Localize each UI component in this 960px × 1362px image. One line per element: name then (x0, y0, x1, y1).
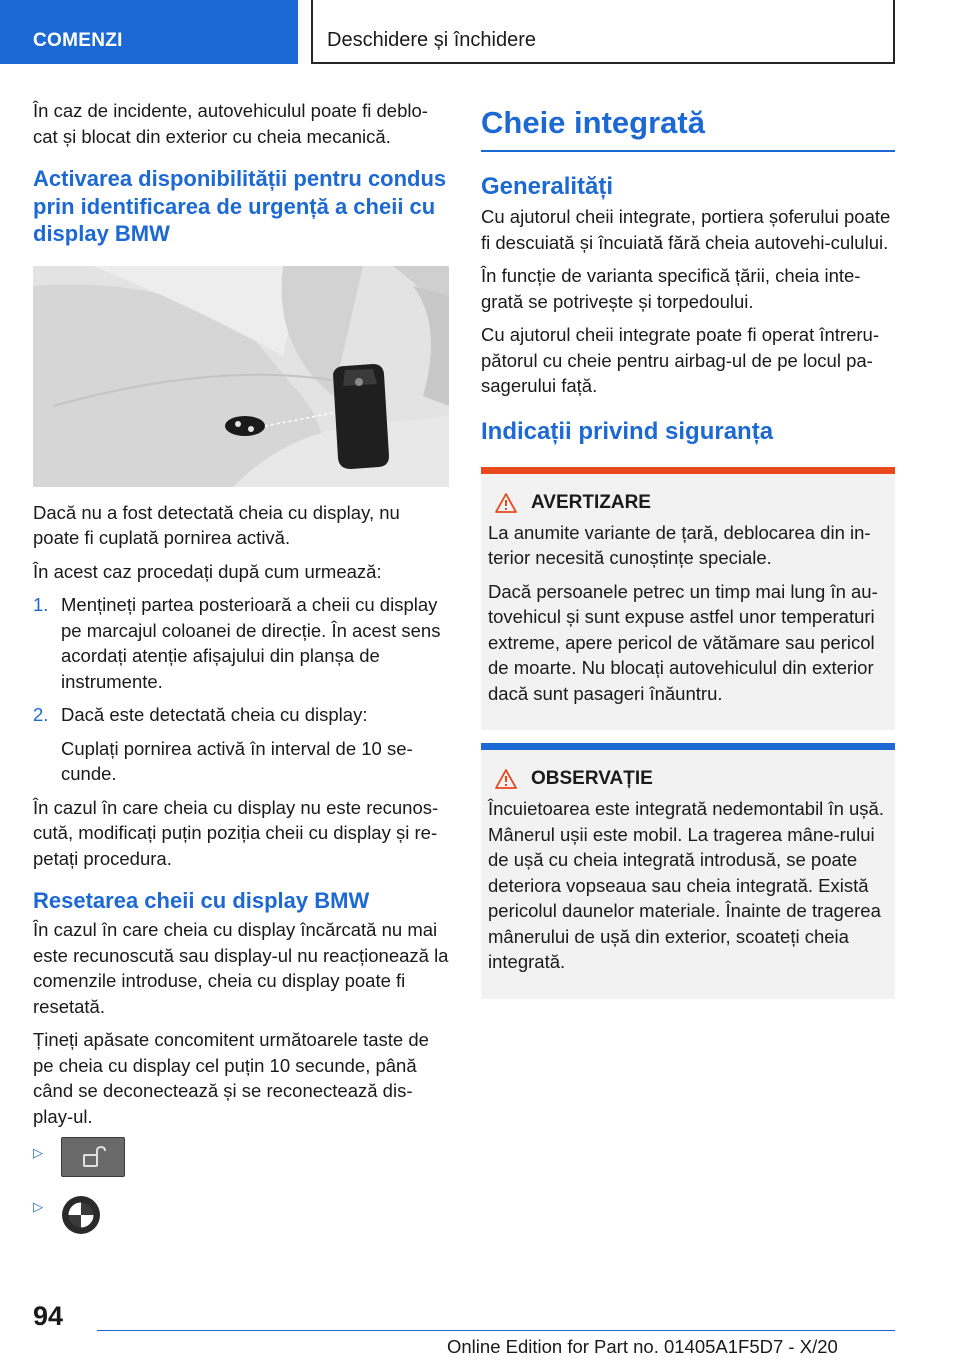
page-number: 94 (33, 1301, 64, 1331)
heading-general: Generalități (481, 173, 614, 200)
header-section-label: COMENZI (33, 30, 123, 51)
warning-title: AVERTIZARE (531, 491, 651, 513)
notice-box (481, 743, 895, 999)
heading-main: Cheie integrată (481, 104, 895, 152)
para-general-2: În funcție de varianta specifică țării, cheia inte-grată se potrivește și torpedoului. (481, 265, 861, 312)
bmw-logo-button-icon (61, 1195, 101, 1235)
warning-text-1: La anumite variante de țară, deblocarea din in-terior necesită cunoștințe speciale. (488, 521, 871, 568)
heading-reset: Resetarea cheii cu display BMW (33, 888, 370, 913)
footer-divider (97, 1330, 895, 1331)
notice-bar (481, 743, 895, 750)
unlock-button-icon (61, 1137, 125, 1177)
para-not-detected: Dacă nu a fost detectată cheia cu display, nu poate fi cuplată pornirea activă. (33, 501, 400, 548)
list-item (33, 592, 449, 694)
bullet-unlock-key (33, 1137, 449, 1185)
step-number: 2. (33, 704, 49, 725)
header-chapter-label: Deschidere și închidere (327, 29, 536, 51)
right-column (481, 98, 895, 1012)
warning-text-2: Dacă persoanele petrec un timp mai lung în au-tovehicul și sunt expuse astfel unor temperaturi extreme, apere pericol de vătămare sau pericol de moarte. Nu blocați autovehiculul din exterior dacă sunt pasageri înăuntru. (488, 580, 878, 704)
para-reset: În cazul în care cheia cu display încărcată nu mai este recunoscută sau display-ul nu reacționează la comenzile introduse, cheia cu display poate fi resetată. (33, 919, 449, 1017)
para-procedure: În acest caz procedați după cum urmează: (33, 560, 382, 582)
notice-text: Încuietoarea este integrată nedemontabil în ușă. Mânerul ușii este mobil. La tragerea mâne-rului de ușă cu cheia integrată introdusă, se poate deteriora vopseaua sau cheia integrată. Există pericolul daunelor materiale. Înainte de tragerea mânerului de ușă din exterior, scoateți cheia integrată. (488, 798, 884, 972)
bullet-triangle-icon: ▷ (33, 1145, 43, 1160)
procedure-steps (33, 592, 449, 787)
para-general-1: Cu ajutorul cheii integrate, portiera șoferului poate fi descuiată și încuiată fără cheia autovehi-culului. (481, 206, 891, 253)
para-general-3: Cu ajutorul cheii integrate poate fi operat întreru-pătorul cu cheie pentru airbag-ul de pe locul pa-sagerului față. (481, 324, 879, 396)
step-subtext: Cuplați pornirea activă în interval de 10 se-cunde. (61, 737, 413, 784)
heading-activate: Activarea disponibilității pentru condus prin identificarea de urgență a cheii cu display BMW (33, 166, 447, 246)
warning-box (481, 467, 895, 731)
list-item (33, 702, 449, 787)
heading-safety: Indicații privind siguranța (481, 417, 774, 445)
bullet-triangle-icon: ▷ (33, 1199, 43, 1214)
step-text: Mențineți partea posterioară a cheii cu display pe marcajul coloanei de direcție. În acest sens acordați atenție afișajului din planșa de instrumente. (61, 594, 441, 692)
intro-paragraph: În caz de incidente, autovehiculul poate fi deblo-cat și blocat din exterior cu cheia mecanică. (33, 100, 428, 147)
step-number: 1. (33, 594, 49, 615)
steering-column-illustration (33, 266, 449, 487)
warning-triangle-icon (495, 769, 517, 789)
left-column (33, 98, 449, 1239)
step-text: Dacă este detectată cheia cu display: (61, 704, 368, 725)
bullet-bmw-key (33, 1191, 449, 1239)
footer-edition: Online Edition for Part no. 01405A1F5D7 - X/20 (447, 1336, 838, 1357)
para-not-recognized: În cazul în care cheia cu display nu este recunos-cută, modificați puțin poziția cheii cu display și re-petați procedura. (33, 796, 439, 869)
warning-triangle-icon (495, 493, 517, 513)
warning-bar (481, 467, 895, 474)
header-chapter-tab (311, 0, 895, 64)
para-hold: Țineți apăsate concomitent următoarele taste de pe cheia cu display cel puțin 10 secunde, până când se deconectează și se reconectează dis-play-ul. (33, 1029, 429, 1127)
header-section-tab (0, 0, 298, 64)
notice-title: OBSERVAȚIE (531, 768, 653, 789)
